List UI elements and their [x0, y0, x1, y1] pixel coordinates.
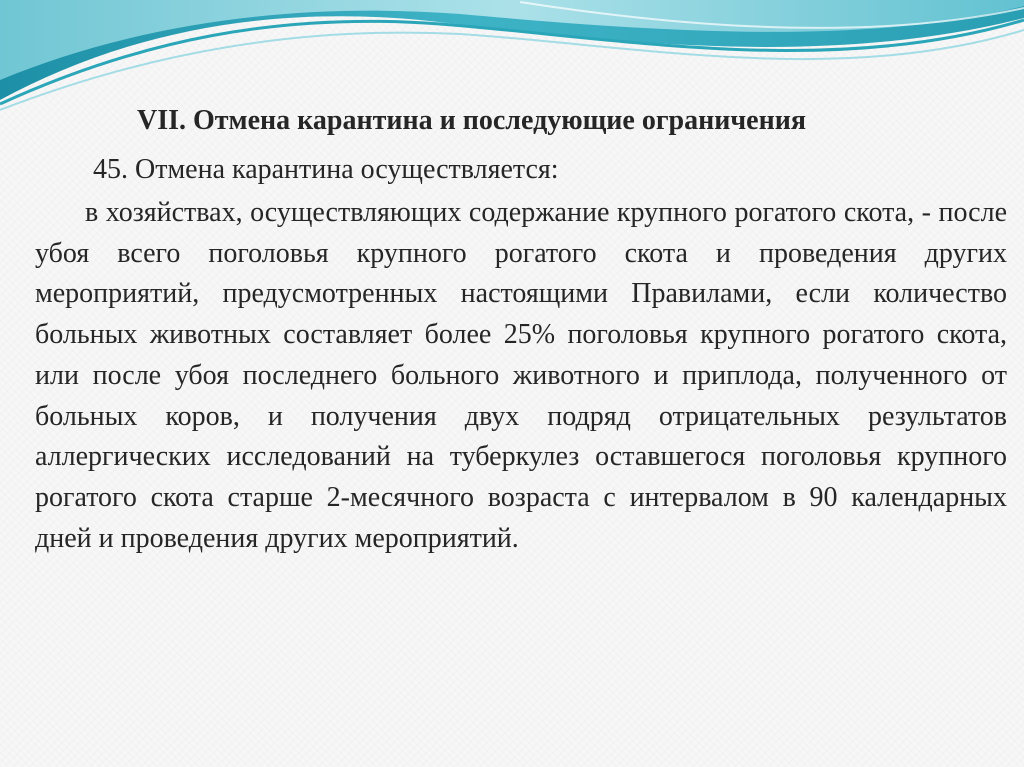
paragraph-lead: 45. Отмена карантина осуществляется:: [93, 154, 559, 185]
slide-title: VII. Отмена карантина и последующие ограничения: [137, 105, 807, 136]
decorative-wave-header: [0, 0, 1024, 120]
paragraph-body: в хозяйствах, осуществляющих содержание крупного рогатого скота, - после убоя всего поголовья крупного рогатого скота и проведения других мероприятий, предусмотренных настоящими Правилами, если количество больных животных составляет более 25% поголовья крупного рогатого скота, или после убоя последнего больного животного и приплода, полученного от больных коров, и получения двух подряд отрицательных результатов аллергических исследований на туберкулез оставшегося поголовья крупного рогатого скота старше 2-месячного возраста с интервалом в 90 календарных дней и проведения других мероприятий.: [35, 197, 1007, 554]
